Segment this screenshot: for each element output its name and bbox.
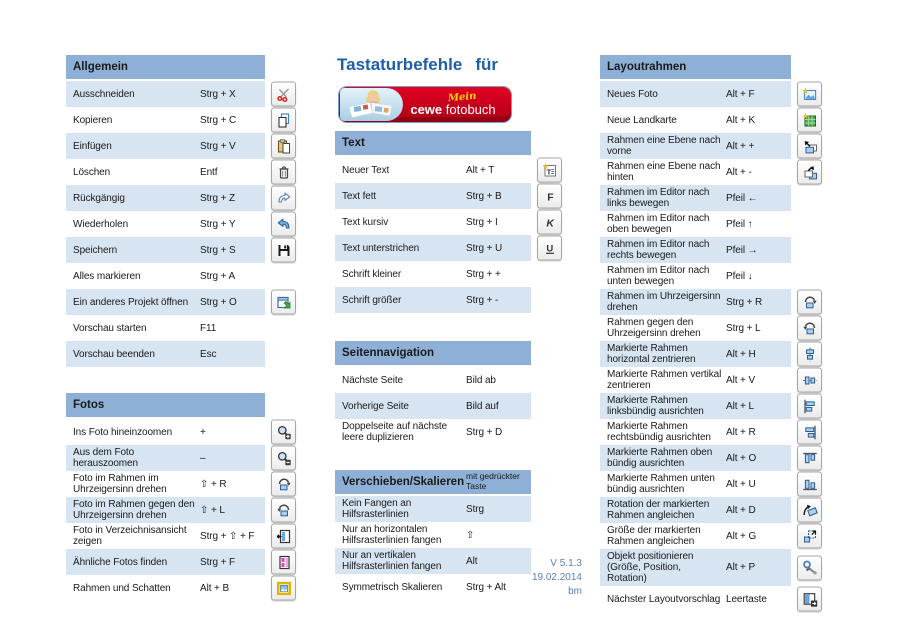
layer-back-icon xyxy=(797,160,822,185)
table-row xyxy=(600,393,791,419)
table-row xyxy=(335,235,553,261)
version-number: V 5.1.3 xyxy=(550,558,582,569)
shortcut-description: Aus dem Foto herauszoomen xyxy=(73,447,138,469)
shortcut-keys: Strg + U xyxy=(466,242,503,254)
shortcut-keys: Alt + K xyxy=(726,114,756,126)
svg-text:F: F xyxy=(546,190,554,203)
layer-front-icon xyxy=(797,134,822,159)
table-row xyxy=(600,81,808,107)
table-row xyxy=(335,261,531,287)
table-row xyxy=(600,185,791,211)
zoom-in-icon xyxy=(271,420,296,445)
table-row xyxy=(66,575,265,601)
logo-brand-fotobuch: fotobuch xyxy=(442,102,496,117)
section-header-label: Allgemein xyxy=(73,61,128,73)
shortcut-description: Vorherige Seite xyxy=(342,400,409,412)
shortcut-description: Rahmen und Schatten xyxy=(73,582,171,594)
shortcut-keys: Alt + F xyxy=(726,88,755,100)
position-object-icon xyxy=(797,555,822,580)
shortcut-description: Neue Landkarte xyxy=(607,114,677,126)
shortcut-description: Vorschau starten xyxy=(73,322,147,334)
shortcut-description: Rahmen im Uhrzeigersinn drehen xyxy=(607,291,721,313)
shortcut-keys: Alt + V xyxy=(726,374,756,386)
shortcut-description: Nächster Layoutvorschlag xyxy=(607,593,721,605)
shortcut-keys: Alt + U xyxy=(726,478,756,490)
shortcut-keys: Alt + O xyxy=(726,452,757,464)
table-row xyxy=(66,497,265,523)
shortcut-description: Schrift größer xyxy=(342,294,402,306)
section-header xyxy=(335,470,531,496)
shortcut-description: Foto im Rahmen gegen den Uhrzeigersinn drehen xyxy=(73,499,195,521)
shortcut-description: Ins Foto hineinzoomen xyxy=(73,426,173,438)
shortcut-keys: Pfeil ← xyxy=(726,192,758,204)
shortcut-description: Kein Fangen an Hilfsrasterlinien xyxy=(342,498,412,520)
table-row xyxy=(335,209,554,235)
shortcut-description: Text unterstrichen xyxy=(342,242,420,254)
cewe-fotobuch-logo xyxy=(339,87,511,122)
shortcut-keys: Strg + L xyxy=(726,322,761,334)
shortcut-description: Löschen xyxy=(73,166,111,178)
align-left-icon xyxy=(797,394,822,419)
table-row xyxy=(335,157,551,183)
table-row xyxy=(600,237,791,263)
svg-text:T: T xyxy=(546,166,551,176)
table-row xyxy=(600,315,791,341)
shortcut-keys: Bild auf xyxy=(466,400,499,412)
section-header-label: Fotos xyxy=(73,399,105,411)
section-header-label: Layoutrahmen xyxy=(607,61,687,73)
shortcut-description: Rahmen gegen den Uhrzeigersinn drehen xyxy=(607,317,701,339)
table-row xyxy=(600,471,791,497)
table-layoutrahmen xyxy=(600,55,808,612)
find-similar-icon xyxy=(271,550,296,575)
italic-icon xyxy=(537,210,562,235)
shortcut-description: Ein anderes Projekt öffnen xyxy=(73,296,189,308)
shortcut-description: Ausschneiden xyxy=(73,88,135,100)
shortcut-description: Speichern xyxy=(73,244,118,256)
table-row xyxy=(66,107,265,133)
shortcut-description: Alles markieren xyxy=(73,270,141,282)
shortcut-description: Rahmen eine Ebene nach hinten xyxy=(607,161,721,183)
copy-icon xyxy=(271,108,296,133)
table-allgemein xyxy=(66,55,265,367)
rotate-ccw-icon xyxy=(271,498,296,523)
new-text-icon xyxy=(537,158,562,183)
table-row xyxy=(335,522,531,548)
svg-text:★: ★ xyxy=(802,113,808,120)
logo-wordmark xyxy=(403,87,503,122)
rotate-cw-icon xyxy=(271,472,296,497)
directory-view-icon xyxy=(271,524,296,549)
redo-icon xyxy=(271,212,296,237)
table-row xyxy=(66,81,265,107)
column-right xyxy=(600,55,808,612)
save-icon xyxy=(271,238,296,263)
shortcut-description: Ähnliche Fotos finden xyxy=(73,556,168,568)
table-fotos xyxy=(66,393,265,601)
shortcut-description: Rahmen im Editor nach unten bewegen xyxy=(607,265,710,287)
shortcut-keys: Strg + I xyxy=(466,216,498,228)
table-row xyxy=(66,263,265,289)
shortcut-description: Nächste Seite xyxy=(342,374,403,386)
shortcut-keys: ⇧ + L xyxy=(200,504,225,516)
shortcut-keys: Leertaste xyxy=(726,593,767,605)
rotate-cw-icon xyxy=(797,290,822,315)
new-photo-icon xyxy=(797,82,822,107)
match-size-icon xyxy=(797,524,822,549)
table-row xyxy=(66,237,265,263)
table-row xyxy=(600,445,791,471)
shortcut-keys: Esc xyxy=(200,348,217,360)
shortcut-keys: Strg xyxy=(466,503,484,515)
table-row xyxy=(335,183,554,209)
shortcut-keys: Strg + Alt xyxy=(466,581,506,593)
logo-brand-line xyxy=(410,103,495,116)
shortcut-keys: Strg + D xyxy=(466,426,503,438)
shortcut-keys: Strg + X xyxy=(200,88,236,100)
table-row xyxy=(335,393,531,419)
shortcut-keys: Strg + F xyxy=(200,556,236,568)
open-project-icon xyxy=(271,290,296,315)
shortcut-keys: Alt + - xyxy=(726,166,752,178)
shortcut-keys: Alt + R xyxy=(726,426,756,438)
table-row xyxy=(66,341,265,367)
table-row xyxy=(335,367,531,393)
shortcut-description: Text kursiv xyxy=(342,216,389,228)
table-row xyxy=(66,549,265,575)
table-row xyxy=(66,211,265,237)
table-row xyxy=(335,496,531,522)
shortcut-keys: Entf xyxy=(200,166,218,178)
table-row xyxy=(66,471,265,497)
table-row xyxy=(66,289,265,315)
shortcut-description: Markierte Rahmen unten bündig ausrichten xyxy=(607,473,715,495)
bold-icon xyxy=(537,184,562,209)
shortcut-keys: Alt + + xyxy=(726,140,755,152)
svg-text:★: ★ xyxy=(802,87,808,95)
rotate-ccw-icon xyxy=(797,316,822,341)
section-header-label: Verschieben/Skalieren xyxy=(342,476,465,488)
table-row xyxy=(66,315,265,341)
shortcut-keys: Pfeil ↓ xyxy=(726,270,753,282)
shortcut-description: Rückgängig xyxy=(73,192,125,204)
shortcut-keys: Strg + V xyxy=(200,140,236,152)
section-header-label: Text xyxy=(342,137,365,149)
table-row xyxy=(600,211,791,237)
shortcut-keys: Strg + + xyxy=(466,268,501,280)
paste-icon xyxy=(271,134,296,159)
shortcut-keys: Strg + S xyxy=(200,244,236,256)
logo-photo-woman-with-photobook xyxy=(340,88,403,121)
shortcut-description: Größe der markierten Rahmen angleichen xyxy=(607,525,701,547)
section-header xyxy=(66,393,265,419)
section-header xyxy=(600,55,791,81)
table-row xyxy=(600,497,791,523)
shortcut-description: Schrift kleiner xyxy=(342,268,402,280)
shortcut-description: Einfügen xyxy=(73,140,112,152)
shortcut-keys: ⇧ + R xyxy=(200,478,227,490)
align-bottom-icon xyxy=(797,472,822,497)
shortcut-keys: Strg + A xyxy=(200,270,236,282)
shortcut-description: Doppelseite auf nächste leere duplizieren xyxy=(342,421,447,443)
frame-shadow-icon xyxy=(271,576,296,601)
scissors-icon xyxy=(271,82,296,107)
shortcut-keys: Alt + B xyxy=(200,582,230,594)
table-row xyxy=(600,133,791,159)
version-date: 19.02.2014 xyxy=(531,572,582,583)
shortcut-keys: Strg + Y xyxy=(200,218,236,230)
trash-icon xyxy=(271,160,296,185)
section-header xyxy=(66,55,265,81)
shortcut-keys: Bild ab xyxy=(466,374,496,386)
shortcut-description: Text fett xyxy=(342,190,377,202)
next-layout-icon xyxy=(797,587,822,612)
shortcut-description: Nur an horizontalen Hilfsrasterlinien fangen xyxy=(342,524,442,546)
new-map-icon xyxy=(797,108,822,133)
shortcut-keys: + xyxy=(200,426,206,438)
shortcut-description: Markierte Rahmen oben bündig ausrichten xyxy=(607,447,713,469)
shortcut-keys: ⇧ xyxy=(466,529,475,541)
page-title xyxy=(337,55,531,77)
table-row xyxy=(66,159,265,185)
table-seitennavigation xyxy=(335,341,531,445)
svg-text:★: ★ xyxy=(542,163,548,171)
shortcut-description: Kopieren xyxy=(73,114,113,126)
table-row xyxy=(600,523,791,549)
shortcut-description: Symmetrisch Skalieren xyxy=(342,581,443,593)
shortcut-keys: Strg + - xyxy=(466,294,499,306)
undo-icon xyxy=(271,186,296,211)
align-right-icon xyxy=(797,420,822,445)
shortcut-description: Rahmen im Editor nach oben bewegen xyxy=(607,213,710,235)
shortcut-description: Rotation der markierten Rahmen angleichen xyxy=(607,499,710,521)
table-row xyxy=(600,367,791,393)
logo-brand-cewe: cewe xyxy=(410,102,443,117)
table-row xyxy=(66,185,265,211)
match-rotation-icon xyxy=(797,498,822,523)
shortcut-keys: Strg + R xyxy=(726,296,763,308)
shortcut-keys: Alt xyxy=(466,555,478,567)
shortcut-keys: Strg + C xyxy=(200,114,237,126)
shortcut-keys: Alt + D xyxy=(726,504,756,516)
shortcut-description: Markierte Rahmen horizontal zentrieren xyxy=(607,343,696,365)
shortcut-description: Rahmen im Editor nach links bewegen xyxy=(607,187,710,209)
shortcut-description: Neuer Text xyxy=(342,164,390,176)
column-middle xyxy=(335,55,554,600)
shortcut-keys: Alt + T xyxy=(466,164,495,176)
photobook-illustration xyxy=(340,88,403,121)
table-row xyxy=(600,419,791,445)
align-center-v-icon xyxy=(797,368,822,393)
section-header-note: mit gedrückter Taste xyxy=(466,471,520,491)
shortcut-keys: Alt + H xyxy=(726,348,756,360)
table-row xyxy=(66,419,265,445)
shortcut-keys: Alt + P xyxy=(726,562,756,573)
shortcut-description: Rahmen eine Ebene nach vorne xyxy=(607,135,721,157)
shortcut-keys: Strg + Z xyxy=(200,192,236,204)
shortcut-keys: Alt + L xyxy=(726,400,754,412)
shortcut-description: Objekt positionieren (Größe, Position, Rotation) xyxy=(607,551,694,584)
version-note xyxy=(488,557,582,599)
align-center-h-icon xyxy=(797,342,822,367)
table-row xyxy=(66,445,265,471)
shortcut-keys: Strg + ⇧ + F xyxy=(200,530,255,542)
section-header-label: Seitennavigation xyxy=(342,347,435,359)
shortcut-keys: Strg + O xyxy=(200,296,237,308)
shortcut-keys: – xyxy=(200,452,206,464)
table-row xyxy=(66,523,265,549)
svg-text:K: K xyxy=(545,216,554,229)
section-header xyxy=(335,341,531,367)
shortcut-description: Foto im Rahmen im Uhrzeigersinn drehen xyxy=(73,473,167,495)
page-title-word2: für xyxy=(475,55,498,74)
underline-icon xyxy=(537,236,562,261)
shortcut-keys: Pfeil → xyxy=(726,244,758,256)
shortcut-description: Nur an vertikalen Hilfsrasterlinien fangen xyxy=(342,550,442,572)
section-header xyxy=(335,131,531,157)
shortcut-description: Markierte Rahmen vertikal zentrieren xyxy=(607,369,722,391)
shortcut-keys: Strg + B xyxy=(466,190,502,202)
table-row xyxy=(600,263,791,289)
table-text xyxy=(335,131,554,313)
shortcut-keys: Alt + G xyxy=(726,530,757,542)
shortcut-description: Vorschau beenden xyxy=(73,348,155,360)
table-row xyxy=(600,107,808,133)
version-initials: bm xyxy=(568,586,582,597)
page-title-word1: Tastaturbefehle xyxy=(337,55,463,74)
table-row xyxy=(600,549,791,586)
shortcut-description: Rahmen im Editor nach rechts bewegen xyxy=(607,239,710,261)
shortcut-keys: Pfeil ↑ xyxy=(726,218,753,230)
shortcut-description: Markierte Rahmen rechtsbündig ausrichten xyxy=(607,421,711,443)
table-row xyxy=(335,287,531,313)
table-row xyxy=(335,419,531,445)
table-row xyxy=(600,289,791,315)
align-top-icon xyxy=(797,446,822,471)
zoom-out-icon xyxy=(271,446,296,471)
table-row xyxy=(600,586,791,612)
shortcut-keys: F11 xyxy=(200,322,217,334)
shortcut-description: Neues Foto xyxy=(607,88,658,100)
table-row xyxy=(600,159,791,185)
shortcut-description: Wiederholen xyxy=(73,218,129,230)
shortcut-description: Markierte Rahmen linksbündig ausrichten xyxy=(607,395,704,417)
svg-text:U: U xyxy=(545,242,553,254)
table-row xyxy=(600,341,791,367)
logo-mein-script: Mein xyxy=(447,90,477,105)
shortcut-description: Foto in Verzeichnisansicht zeigen xyxy=(73,525,187,547)
table-row xyxy=(66,133,265,159)
column-left xyxy=(66,55,265,601)
